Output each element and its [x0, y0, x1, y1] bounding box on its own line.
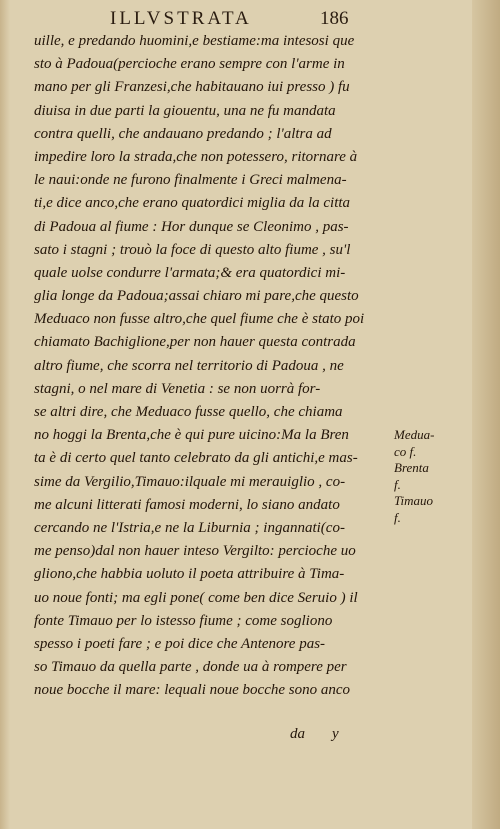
- text-line: uille, e predando huomini,e bestiame:ma intesosi que: [34, 33, 355, 49]
- page-gutter-shadow: [0, 0, 10, 829]
- text-line: Meduaco non fusse altro,che quel fiume che è stato poi: [34, 311, 365, 328]
- text-line: no hoggi la Brenta,che è qui pure uicino:Ma la Bren: [34, 427, 349, 444]
- text-line: so Timauo da quella parte , donde ua à rompere per: [34, 659, 347, 676]
- text-line: impedire loro la strada,che non potessero, ritornare à: [34, 148, 358, 165]
- page-footer: [286, 726, 376, 748]
- marginal-notes: [394, 427, 450, 526]
- text-line: stagni, o nel mare di Venetia : se non uorrà for-: [34, 380, 321, 397]
- margin-note: f.: [394, 509, 401, 525]
- text-line: spesso i poeti fare ; e poi dice che Antenore pas-: [34, 635, 326, 652]
- text-line: sto à Padoua(percioche erano sempre con l'arme in: [34, 56, 345, 73]
- text-line: ta è di certo quel tanto celebrato da gli antichi,e mas-: [34, 450, 358, 467]
- text-line: me penso)dal non hauer inteso Vergilto: percioche uo: [34, 543, 356, 560]
- margin-note: co f.: [394, 443, 417, 459]
- margin-note: Timauo: [394, 493, 434, 508]
- margin-note: f.: [394, 476, 401, 492]
- text-line: altro fiume, che scorra nel territorio di Padoua , ne: [34, 357, 344, 374]
- text-line: contra quelli, che andauano predando ; l'altra ad: [34, 125, 332, 142]
- text-line: di Padoua al fiume : Hor dunque se Cleonimo , pas-: [34, 218, 349, 235]
- text-line: le naui:onde ne furono finalmente i Greci malmena-: [34, 172, 347, 189]
- text-line: ti,e dice anco,che erano quatordici miglia da la citta: [34, 195, 351, 212]
- signature-mark: y: [332, 726, 339, 742]
- text-line: chiamato Bachiglione,per non hauer questa contrada: [34, 334, 356, 351]
- text-line: noue bocche il mare: lequali noue bocche sono anco: [34, 682, 351, 699]
- text-line: quale uolse condurre l'armata;& era quatordici mi-: [34, 264, 346, 281]
- text-line: fonte Timauo per lo istesso fiume ; come sogliono: [34, 612, 333, 629]
- text-line: mano per gli Franzesi,che habitauano iui presso ) fu: [34, 79, 350, 96]
- text-line: cercando ne l'Istria,e ne la Liburnia ; ingannati(co-: [34, 519, 345, 536]
- catchword: da: [290, 726, 305, 742]
- page-edge-shadow: [472, 0, 500, 829]
- text-line: gliono,che habbia uoluto il poeta attribuire à Tima-: [34, 566, 345, 583]
- text-line: me alcuni litterati famosi moderni, lo siano andato: [34, 496, 340, 513]
- text-line: sato i stagni ; trouò la foce di questo alto fiume , su'l: [34, 241, 351, 258]
- text-line: uo noue fonti; ma egli pone( come ben dice Seruio ) il: [34, 589, 358, 606]
- body-text: [34, 30, 386, 702]
- page-number: 186: [320, 8, 349, 29]
- text-line: se altri dire, che Meduaco fusse quello, che chiama: [34, 404, 343, 420]
- margin-note: Medua-: [394, 427, 435, 442]
- running-title: ILLVSTRATA: [110, 8, 252, 29]
- page-header: [40, 8, 370, 32]
- margin-note: Brenta: [394, 460, 429, 475]
- text-line: glia longe da Padoua;assai chiaro mi pare,che questo: [34, 288, 359, 305]
- text-line: sime da Vergilio,Timauo:ilquale mi merauiglio , co-: [34, 473, 346, 490]
- text-line: diuisa in due parti la giouentu, una ne fu mandata: [34, 102, 336, 119]
